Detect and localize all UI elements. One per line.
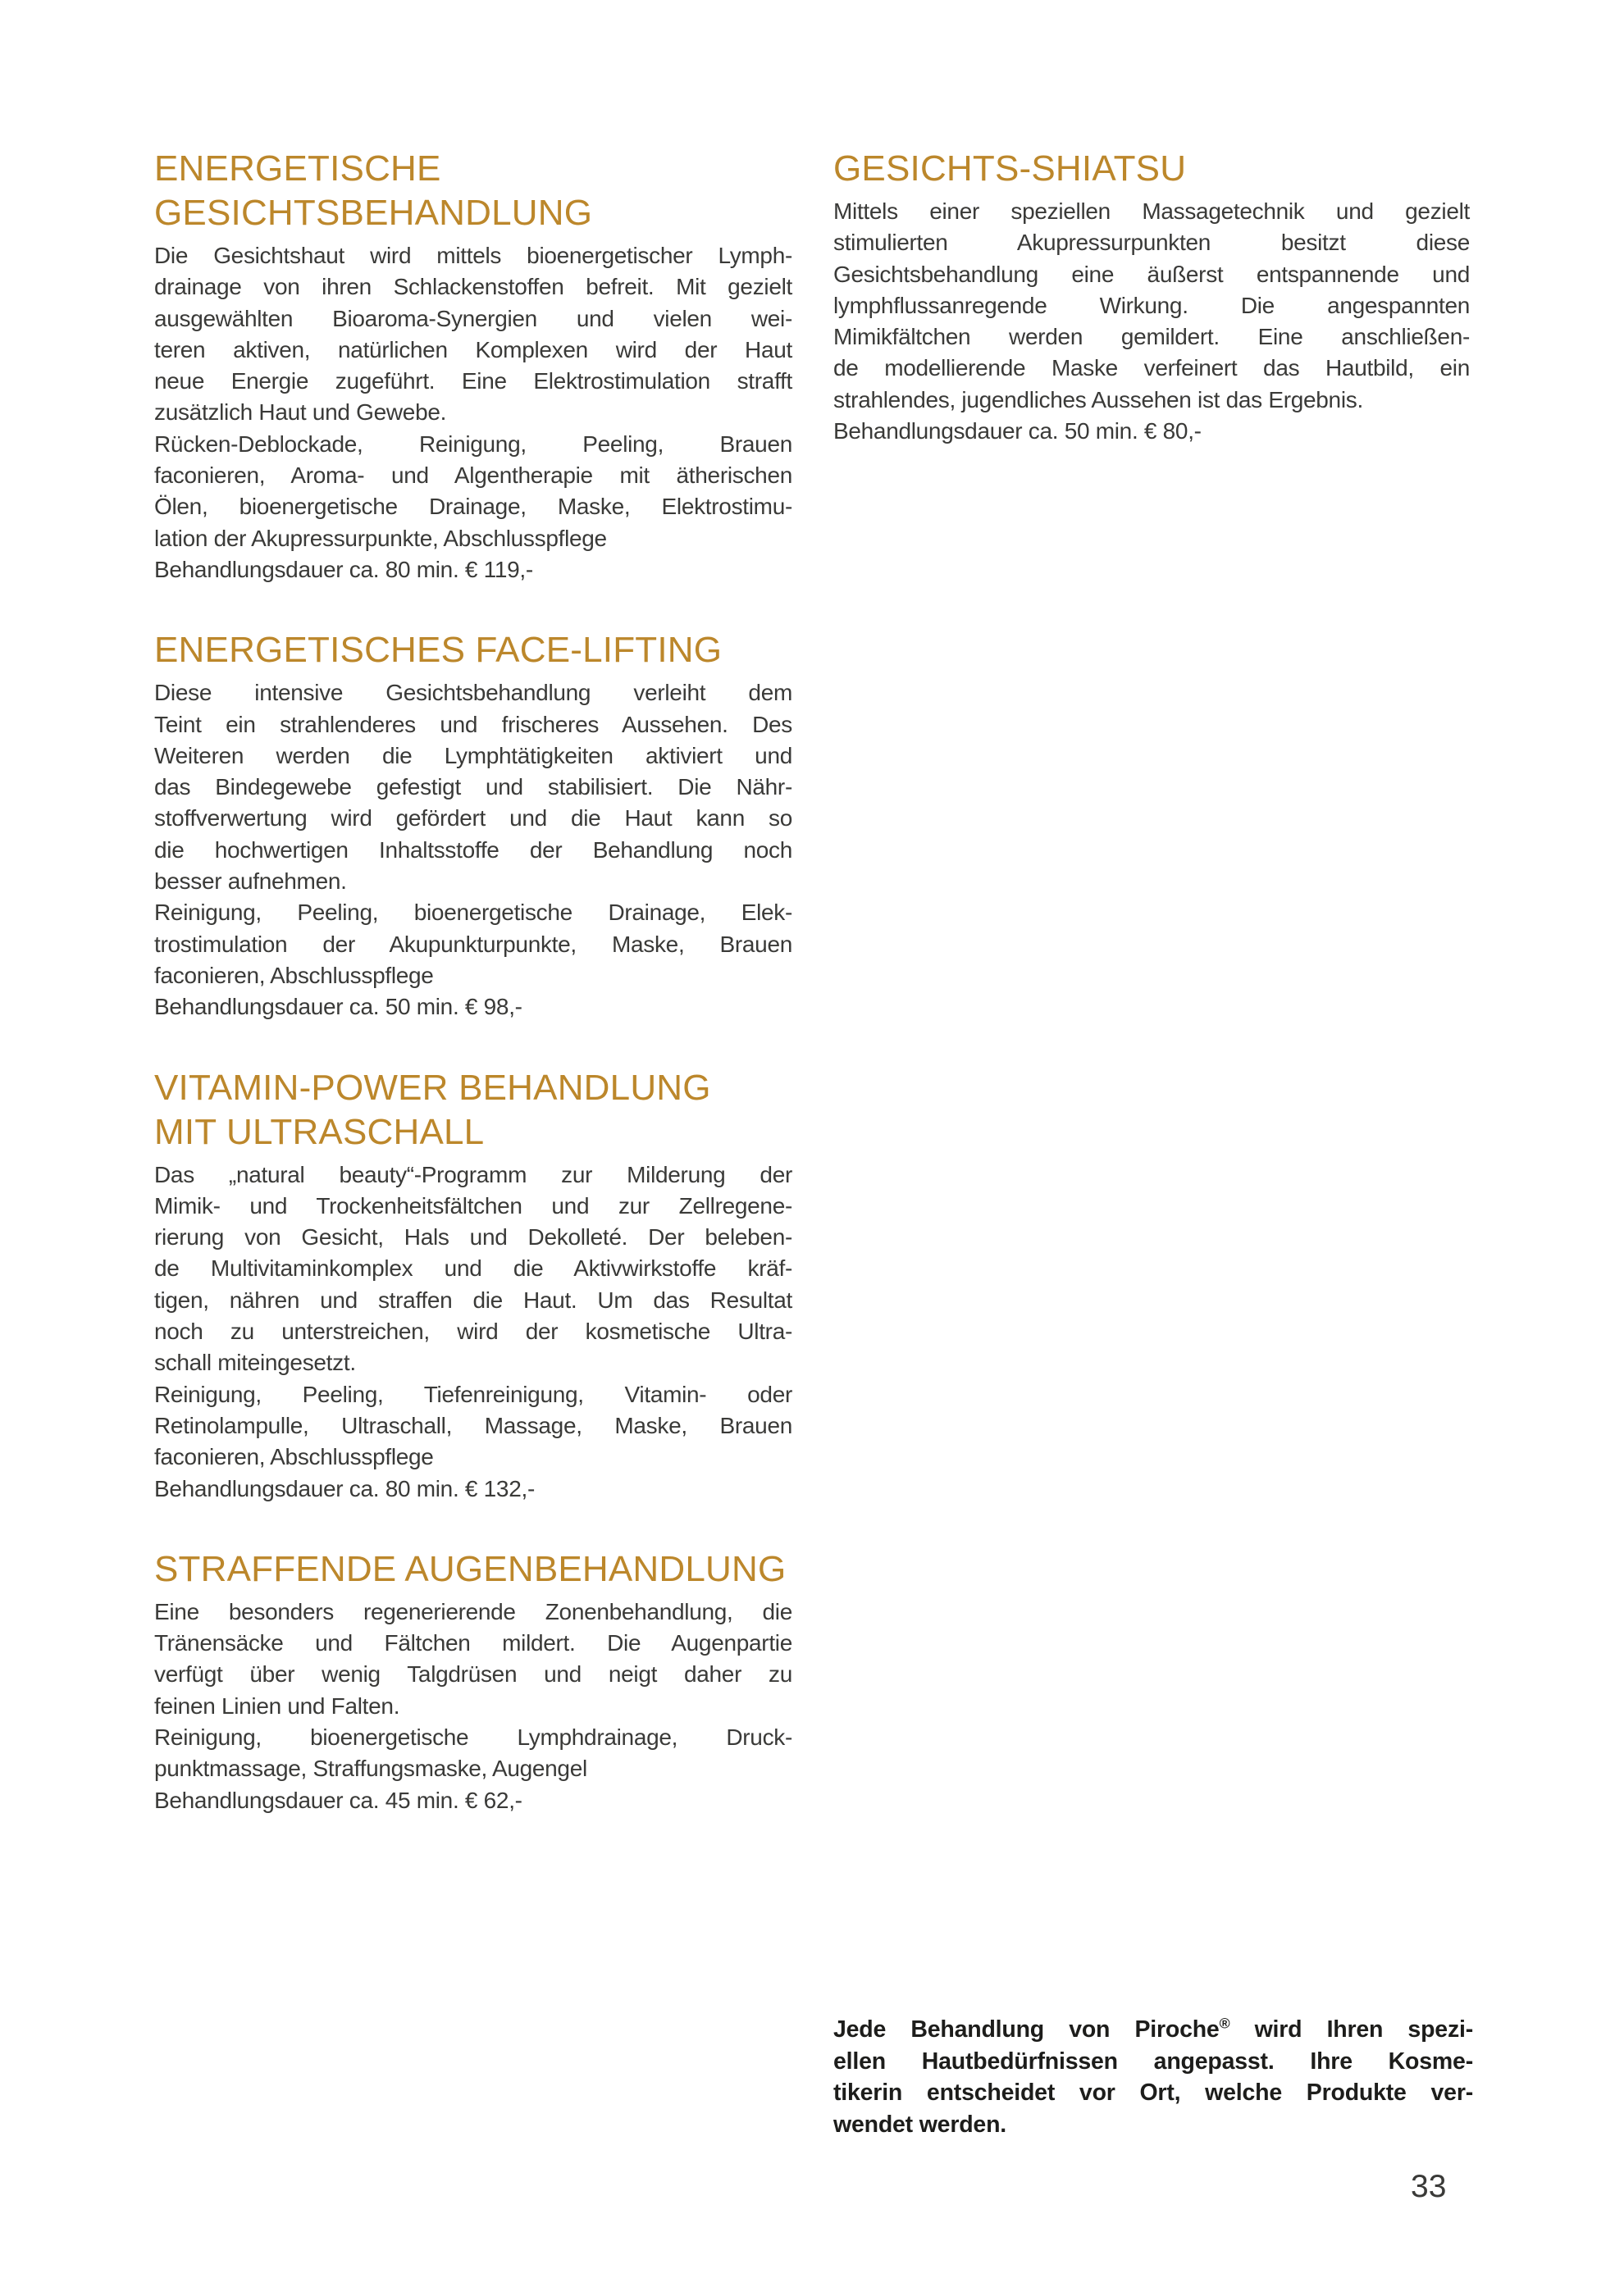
text-line xyxy=(833,353,1470,384)
text-span: die hochwertigen Inhaltsstoffe der Behandlung noch xyxy=(154,836,792,863)
text-span: Jede Behandlung von Piroche xyxy=(833,2016,1220,2043)
section-heading xyxy=(154,1547,792,1592)
text-line xyxy=(154,366,792,397)
text-line xyxy=(154,772,792,803)
section-body xyxy=(154,240,792,585)
text-span: noch zu unterstreichen, wird der kosmetische Ultra- xyxy=(154,1319,792,1345)
text-line xyxy=(154,335,792,366)
text-line xyxy=(154,303,792,335)
text-span: de modellierende Maske verfeinert das Hautbild, ein xyxy=(833,355,1470,381)
text-line xyxy=(833,2014,1473,2046)
treatment-section xyxy=(154,147,792,585)
text-line xyxy=(154,929,792,960)
text-span: Retinolampulle, Ultraschall, Massage, Maske, Brauen xyxy=(154,1412,792,1438)
text-line xyxy=(154,1222,792,1253)
text-span: Behandlungsdauer ca. 50 min. € 98,- xyxy=(154,994,522,1020)
text-span: schall miteingesetzt. xyxy=(154,1350,356,1376)
text-line xyxy=(154,554,792,585)
text-span: Behandlungsdauer ca. 80 min. € 119,- xyxy=(154,556,533,582)
text-span: zusätzlich Haut und Gewebe. xyxy=(154,399,447,426)
text-line xyxy=(154,1753,792,1784)
treatment-section xyxy=(154,1547,792,1816)
text-line xyxy=(833,2077,1473,2109)
text-span: Behandlungsdauer ca. 50 min. € 80,- xyxy=(833,418,1202,444)
text-line xyxy=(833,416,1470,447)
text-line xyxy=(154,1785,792,1816)
text-span: Mittels einer speziellen Massagetechnik und gezielt xyxy=(833,198,1470,224)
text-line xyxy=(833,259,1470,290)
text-span: faconieren, Abschlusspflege xyxy=(154,1444,434,1470)
section-heading xyxy=(833,147,1470,191)
text-span: Die Gesichtshaut wird mittels bioenergetischer Lymph- xyxy=(154,243,792,268)
text-line xyxy=(154,1159,792,1191)
text-line xyxy=(833,2046,1473,2078)
text-line xyxy=(154,740,792,772)
treatment-section xyxy=(154,628,792,1023)
text-span: Das „natural beauty“-Programm zur Milderung der xyxy=(154,1161,792,1187)
text-line xyxy=(154,397,792,428)
text-span: Teint ein strahlenderes und frischeres Aussehen. Des xyxy=(154,711,792,737)
text-span: drainage von ihren Schlackenstoffen befreit. Mit gezielt xyxy=(154,274,792,300)
section-body xyxy=(154,1597,792,1816)
text-span: Reinigung, Peeling, Tiefenreinigung, Vitamin- oder xyxy=(154,1381,792,1407)
product-note xyxy=(833,2014,1473,2140)
text-span: de Multivitaminkomplex und die Aktivwirkstoffe kräf- xyxy=(154,1255,792,1282)
text-span: feinen Linien und Falten. xyxy=(154,1692,400,1719)
text-span: neue Energie zugeführt. Eine Elektrostimulation strafft xyxy=(154,368,792,394)
text-span: wird Ihren spezi- xyxy=(1229,2016,1473,2043)
text-line xyxy=(833,227,1470,258)
heading-line: MIT ULTRASCHALL xyxy=(154,1111,485,1152)
section-heading xyxy=(154,147,792,235)
section-body xyxy=(833,196,1470,447)
section-body xyxy=(154,1159,792,1505)
page-number: 33 xyxy=(1411,2169,1447,2204)
text-span: verfügt über wenig Talgdrüsen und neigt daher zu xyxy=(154,1661,792,1688)
text-span: punktmassage, Straffungsmaske, Augengel xyxy=(154,1756,587,1782)
text-line xyxy=(154,1659,792,1690)
text-line xyxy=(154,960,792,991)
text-span: Weiteren werden die Lymphtätigkeiten aktiviert und xyxy=(154,742,792,768)
text-line xyxy=(154,897,792,928)
text-line xyxy=(154,271,792,303)
text-line xyxy=(154,1253,792,1284)
text-span: wendet werden. xyxy=(833,2111,1006,2138)
text-span: tigen, nähren und straffen die Haut. Um das Resultat xyxy=(154,1287,792,1313)
text-line xyxy=(154,1628,792,1659)
treatment-section xyxy=(833,147,1470,447)
text-span: Mimikfältchen werden gemildert. Eine anschließen- xyxy=(833,324,1470,350)
text-line xyxy=(154,240,792,271)
text-span: Reinigung, bioenergetische Lymphdrainage, Druck- xyxy=(154,1724,792,1750)
registered-trademark-symbol: ® xyxy=(1219,2015,1230,2032)
text-span: Ölen, bioenergetische Drainage, Maske, Elektrostimu- xyxy=(154,494,792,520)
text-line xyxy=(154,429,792,460)
section-body xyxy=(154,677,792,1023)
text-span: das Bindegewebe gefestigt und stabilisiert. Die Nähr- xyxy=(154,774,792,800)
text-line xyxy=(154,1691,792,1722)
text-line xyxy=(833,321,1470,353)
text-line xyxy=(833,290,1470,321)
right-column xyxy=(833,147,1470,490)
text-span: Tränensäcke und Fältchen mildert. Die Augenpartie xyxy=(154,1630,792,1656)
text-line xyxy=(833,196,1470,227)
text-line xyxy=(154,835,792,866)
text-span: Diese intensive Gesichtsbehandlung verleiht dem xyxy=(154,680,792,706)
text-span: stimulierten Akupressurpunkten besitzt diese xyxy=(833,230,1470,256)
text-line xyxy=(154,866,792,897)
text-span: tikerin entscheidet vor Ort, welche Produkte ver- xyxy=(833,2080,1473,2106)
heading-line: VITAMIN-POWER BEHANDLUNG xyxy=(154,1067,711,1108)
text-line xyxy=(154,491,792,522)
text-span: Eine besonders regenerierende Zonenbehandlung, die xyxy=(154,1598,792,1624)
text-span: rierung von Gesicht, Hals und Dekolleté. Der beleben- xyxy=(154,1224,792,1250)
text-line xyxy=(154,1410,792,1442)
treatment-section xyxy=(154,1066,792,1505)
text-span: faconieren, Aroma- und Algentherapie mit ätherischen xyxy=(154,462,792,489)
text-span: teren aktiven, natürlichen Komplexen wird der Haut xyxy=(154,336,792,362)
left-column xyxy=(154,147,792,1859)
text-span: lymphflussanregende Wirkung. Die angespannten xyxy=(833,292,1470,318)
text-line xyxy=(154,1597,792,1628)
text-span: strahlendes, jugendliches Aussehen ist das Ergebnis. xyxy=(833,386,1363,412)
text-span: Behandlungsdauer ca. 80 min. € 132,- xyxy=(154,1475,535,1501)
text-span: stoffverwertung wird gefördert und die Haut kann so xyxy=(154,805,792,831)
text-line xyxy=(833,2109,1473,2141)
heading-line: ENERGETISCHE xyxy=(154,148,441,189)
text-line xyxy=(154,460,792,491)
text-span: Rücken-Deblockade, Reinigung, Peeling, Brauen xyxy=(154,430,792,457)
text-line xyxy=(833,385,1470,416)
text-line xyxy=(154,709,792,740)
text-span: Mimik- und Trockenheitsfältchen und zur Zellregene- xyxy=(154,1192,792,1219)
text-span: Behandlungsdauer ca. 45 min. € 62,- xyxy=(154,1787,522,1813)
text-line xyxy=(154,1191,792,1222)
text-span: Gesichtsbehandlung eine äußerst entspannende und xyxy=(833,261,1470,287)
text-span: trostimulation der Akupunkturpunkte, Maske, Brauen xyxy=(154,931,792,957)
text-line xyxy=(154,1442,792,1473)
text-span: lation der Akupressurpunkte, Abschlusspflege xyxy=(154,525,607,551)
text-line xyxy=(154,677,792,708)
section-heading xyxy=(154,1066,792,1155)
text-span: ellen Hautbedürfnissen angepasst. Ihre Kosme- xyxy=(833,2048,1473,2075)
heading-line: ENERGETISCHES FACE-LIFTING xyxy=(154,630,723,671)
text-line xyxy=(154,1379,792,1410)
text-line xyxy=(154,1347,792,1378)
text-line xyxy=(154,1474,792,1505)
heading-line: STRAFFENDE AUGENBEHANDLUNG xyxy=(154,1548,787,1589)
text-span: Reinigung, Peeling, bioenergetische Drainage, Elek- xyxy=(154,900,792,926)
heading-line: GESICHTSBEHANDLUNG xyxy=(154,193,593,233)
text-line xyxy=(154,1722,792,1753)
text-line xyxy=(154,1285,792,1316)
text-span: besser aufnehmen. xyxy=(154,868,347,895)
heading-line: GESICHTS-SHIATSU xyxy=(833,148,1187,189)
text-span: ausgewählten Bioaroma-Synergien und vielen wei- xyxy=(154,305,792,331)
text-line xyxy=(154,523,792,554)
section-heading xyxy=(154,628,792,672)
text-line xyxy=(154,803,792,834)
text-span: faconieren, Abschlusspflege xyxy=(154,962,434,988)
text-line xyxy=(154,1316,792,1347)
text-line xyxy=(154,991,792,1023)
